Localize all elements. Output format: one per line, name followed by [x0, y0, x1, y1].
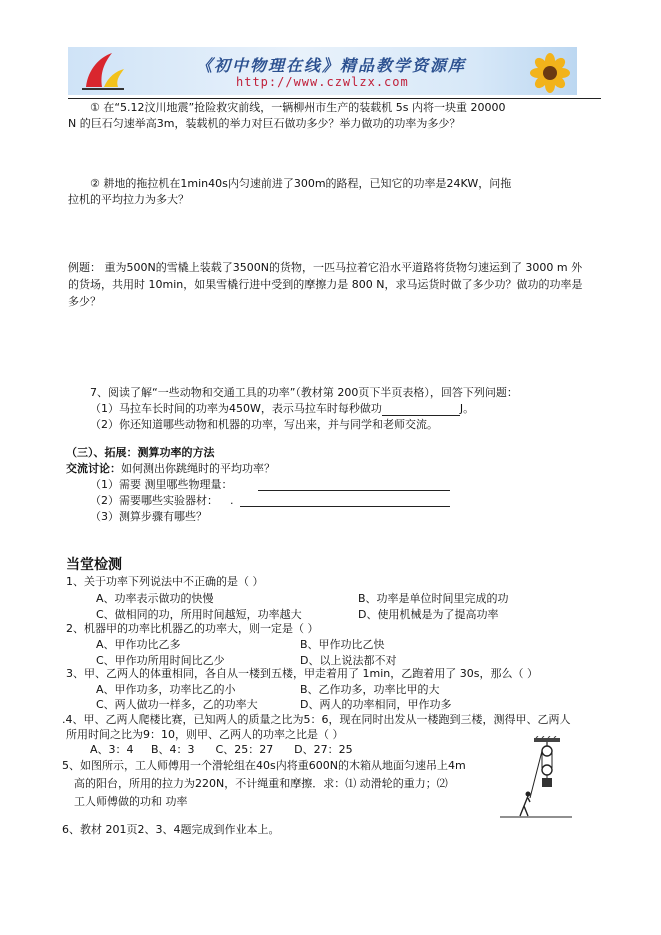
- q7-line-1: 7、阅读了解“一些动物和交通工具的功率”（教材第 200页下半页表格），回答下列问题：: [90, 386, 518, 399]
- extension-item-3: （3）测算步骤有哪些？: [90, 510, 207, 523]
- section-title-test: 当堂检测: [66, 557, 122, 573]
- test-q5-line-2: 高的阳台，所用的拉力为220N，不计绳重和摩擦．求：⑴ 动滑轮的重力；⑵: [74, 777, 448, 790]
- pulley-system-figure: [500, 736, 572, 818]
- q7-line-3: （2）你还知道哪些动物和机器的功率，写出来，并与同学和老师交流。: [90, 418, 438, 431]
- banner-title: 《初中物理在线》精品教学资源库: [196, 56, 467, 75]
- test-q4-line-2: 所用时间之比为9：10，则甲、乙两人的功率之比是（ ）: [66, 728, 344, 741]
- header-banner: [68, 47, 577, 95]
- test-q6: 6、教材 201页2、3、4题完成到作业本上。: [62, 823, 280, 836]
- test-q1-option-c: C、做相同的功，所用时间越短，功率越大: [96, 608, 302, 621]
- extension-title: （三）、拓展：测算功率的方法: [66, 446, 215, 459]
- extension-item-1-blank[interactable]: [258, 476, 450, 491]
- test-q2-option-b: B、甲作功比乙快: [300, 638, 385, 651]
- q7-line-2-text: （1）马拉车长时间的功率为450W，表示马拉车时每秒做功: [90, 402, 382, 415]
- test-q1-option-a: A、功率表示做功的快慢: [96, 592, 214, 605]
- example-line-2: 的货场，共用时 10min，如果雪橇行进中受到的摩擦力是 800 N，求马运货时做了多少功？做功的功率是: [68, 278, 583, 291]
- q7-line-2: [90, 402, 474, 416]
- problem-1-line-1: ① 在“5.12汶川地震”抢险救灾前线，一辆柳州市生产的装载机 5s 内将一块重 20000: [90, 101, 506, 114]
- test-q1-option-d: D、使用机械是为了提高功率: [358, 608, 499, 621]
- extension-item-1: [90, 478, 233, 492]
- test-q1-option-b: B、功率是单位时间里完成的功: [358, 592, 509, 605]
- extension-item-2-text: （2）需要哪些实验器材：: [90, 494, 218, 507]
- test-q5-line-1: 5、如图所示，工人师傅用一个滑轮组在40s内将重600N的木箱从地面匀速吊上4m: [62, 759, 466, 772]
- discussion-line: [66, 462, 275, 476]
- example-line-3: 多少？: [68, 295, 101, 308]
- test-q5-line-3: 工人师傅做的功和 功率: [74, 795, 188, 808]
- test-q3-option-b: B、乙作功多，功率比甲的大: [300, 683, 440, 696]
- sunflower-icon: [526, 53, 574, 93]
- extension-item-2-dot: .: [230, 494, 234, 507]
- banner-url[interactable]: http://www.czwlzx.com: [236, 75, 409, 89]
- discussion-label: 交流讨论：: [66, 462, 121, 475]
- test-q3: 3、甲、乙两人的体重相同，各自从一楼到五楼，甲走着用了 1min，乙跑着用了 30s，那么（ ）: [66, 667, 538, 680]
- header-rule: [68, 98, 601, 99]
- q7-line-2-unit: J。: [459, 402, 475, 415]
- test-q2-option-a: A、甲作功比乙多: [96, 638, 181, 651]
- test-q2: 2、机器甲的功率比机器乙的功率大，则一定是（ ）: [66, 622, 319, 635]
- test-q3-option-d: D、两人的功率相同，甲作功多: [300, 698, 452, 711]
- discussion-question: 如何测出你跳绳时的平均功率？: [121, 462, 275, 475]
- test-q3-option-c: C、两人做功一样多，乙的功率大: [96, 698, 258, 711]
- example-line-1: 例题： 重为500N的雪橇上装载了3500N的货物，一匹马拉着它沿水平道路将货物匀速运到了 3000 m 外: [68, 261, 583, 274]
- test-q3-option-a: A、甲作功多，功率比乙的小: [96, 683, 236, 696]
- problem-1-line-2: N 的巨石匀速举高3m，装载机的举力对巨石做功多少？举力做功的功率为多少？: [68, 117, 461, 130]
- test-q1: 1、关于功率下列说法中不正确的是（ ）: [66, 575, 264, 588]
- test-q2-option-d: D、以上说法都不对: [300, 654, 397, 667]
- test-q2-option-c: C、甲作功所用时间比乙少: [96, 654, 225, 667]
- test-q4-options: A、3：4 B、4：3 C、25：27 D、27：25: [90, 743, 353, 756]
- q7-answer-blank[interactable]: [382, 403, 460, 416]
- problem-2-line-1: ② 耕地的拖拉机在1min40s内匀速前进了300m的路程，已知它的功率是24KW，问拖: [90, 177, 512, 190]
- test-q4-line-1: .4、甲、乙两人爬楼比赛，已知两人的质量之比为5：6，现在同时出发从一楼跑到三楼，测得甲、乙两人: [62, 713, 571, 726]
- logo-icon: [78, 49, 128, 93]
- problem-2-line-2: 拉机的平均拉力为多大？: [68, 193, 189, 206]
- extension-item-2-blank[interactable]: [240, 492, 450, 507]
- extension-item-1-text: （1）需要 测里哪些物理量：: [90, 478, 233, 491]
